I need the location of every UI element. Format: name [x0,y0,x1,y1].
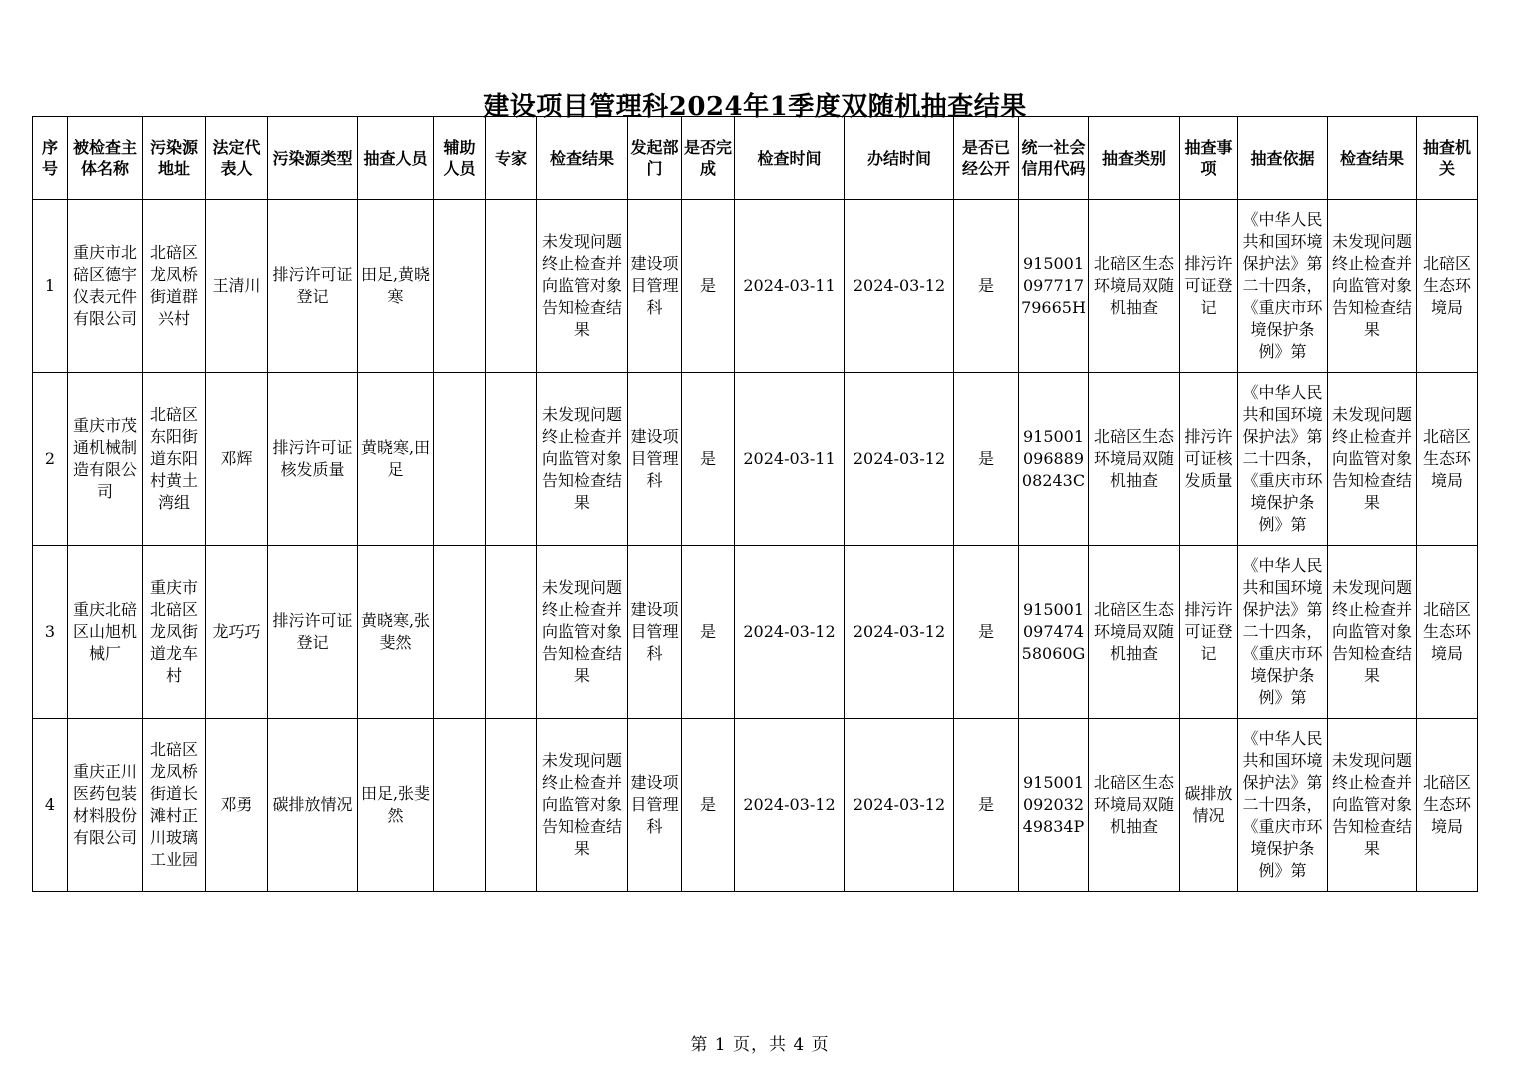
inspection-category: 北碚区生态环境局双随机抽查 [1089,200,1180,373]
header-cell: 是否完成 [682,117,735,200]
table-row [33,200,1478,373]
inspectors: 黄晓寒,田足 [358,373,434,546]
inspection-basis-text: 《中华人民共和国环境保护法》第二十四条，《重庆市环境保护条例》第 [1242,383,1323,534]
inspection-agency: 北碚区生态环境局 [1417,719,1478,892]
initiating-department: 建设项目管理科 [628,200,682,373]
inspection-date: 2024-03-12 [735,546,845,719]
assistants [434,546,486,719]
inspection-agency: 北碚区生态环境局 [1417,373,1478,546]
public-flag: 是 [954,373,1019,546]
row-number: 3 [33,546,68,719]
page-footer: 第 1 页，共 4 页 [690,1035,830,1055]
legal-representative: 龙巧巧 [206,546,268,719]
pollution-address: 北碚区龙凤桥街道长滩村正川玻璃工业园 [143,719,206,892]
inspection-basis [1238,719,1328,892]
table-row [33,719,1478,892]
inspection-result: 未发现问题终止检查并向监管对象告知检查结果 [537,373,628,546]
row-number: 4 [33,719,68,892]
expert [486,546,537,719]
closing-date: 2024-03-12 [845,719,954,892]
public-flag: 是 [954,200,1019,373]
expert [486,200,537,373]
completed-flag: 是 [682,200,735,373]
initiating-department: 建设项目管理科 [628,546,682,719]
table-row [33,546,1478,719]
pollution-address: 北碚区龙凤桥街道群兴村 [143,200,206,373]
assistants [434,200,486,373]
inspection-item: 排污许可证登记 [1180,546,1238,719]
pollution-address: 重庆市北碚区龙凤街道龙车村 [143,546,206,719]
inspection-basis [1238,546,1328,719]
inspection-date: 2024-03-11 [735,373,845,546]
header-cell: 抽查事项 [1180,117,1238,200]
inspection-basis-text: 《中华人民共和国环境保护法》第二十四条，《重庆市环境保护条例》第 [1242,210,1323,361]
expert [486,373,537,546]
inspection-basis [1238,373,1328,546]
inspection-result-2: 未发现问题终止检查并向监管对象告知检查结果 [1328,719,1417,892]
row-number: 2 [33,373,68,546]
header-cell: 统一社会信用代码 [1019,117,1089,200]
completed-flag: 是 [682,719,735,892]
closing-date: 2024-03-12 [845,200,954,373]
inspection-results-table [32,116,1478,892]
subject-name: 重庆市茂通机械制造有限公司 [68,373,143,546]
inspection-category: 北碚区生态环境局双随机抽查 [1089,546,1180,719]
public-flag: 是 [954,546,1019,719]
credit-code: 91500109771779665H [1019,200,1089,373]
inspection-date: 2024-03-11 [735,200,845,373]
inspection-result-2: 未发现问题终止检查并向监管对象告知检查结果 [1328,200,1417,373]
assistants [434,719,486,892]
pollution-type: 排污许可证核发质量 [268,373,358,546]
legal-representative: 邓辉 [206,373,268,546]
assistants [434,373,486,546]
public-flag: 是 [954,719,1019,892]
expert [486,719,537,892]
inspection-agency: 北碚区生态环境局 [1417,546,1478,719]
inspectors: 黄晓寒,张斐然 [358,546,434,719]
header-cell: 发起部门 [628,117,682,200]
header-cell: 法定代表人 [206,117,268,200]
inspectors: 田足,黄晓寒 [358,200,434,373]
subject-name: 重庆市北碚区德宇仪表元件有限公司 [68,200,143,373]
credit-code: 91500109747458060G [1019,546,1089,719]
inspection-date: 2024-03-12 [735,719,845,892]
closing-date: 2024-03-12 [845,546,954,719]
pollution-address: 北碚区东阳街道东阳村黄土湾组 [143,373,206,546]
header-cell: 污染源地址 [143,117,206,200]
initiating-department: 建设项目管理科 [628,719,682,892]
inspection-result: 未发现问题终止检查并向监管对象告知检查结果 [537,719,628,892]
legal-representative: 邓勇 [206,719,268,892]
inspection-category: 北碚区生态环境局双随机抽查 [1089,719,1180,892]
credit-code: 91500109688908243C [1019,373,1089,546]
inspection-result-2: 未发现问题终止检查并向监管对象告知检查结果 [1328,373,1417,546]
header-cell: 辅助人员 [434,117,486,200]
inspection-item: 排污许可证登记 [1180,200,1238,373]
header-cell: 抽查依据 [1238,117,1328,200]
header-cell: 检查结果 [537,117,628,200]
inspection-basis [1238,200,1328,373]
row-number: 1 [33,200,68,373]
inspection-result-2: 未发现问题终止检查并向监管对象告知检查结果 [1328,546,1417,719]
completed-flag: 是 [682,546,735,719]
initiating-department: 建设项目管理科 [628,373,682,546]
completed-flag: 是 [682,373,735,546]
header-cell: 办结时间 [845,117,954,200]
document-title: 建设项目管理科2024年1季度双随机抽查结果 [483,92,1027,122]
header-cell: 被检查主体名称 [68,117,143,200]
inspectors: 田足,张斐然 [358,719,434,892]
inspection-item: 排污许可证核发质量 [1180,373,1238,546]
pollution-type: 排污许可证登记 [268,546,358,719]
header-cell: 抽查机关 [1417,117,1478,200]
header-cell: 专家 [486,117,537,200]
inspection-category: 北碚区生态环境局双随机抽查 [1089,373,1180,546]
inspection-basis-text: 《中华人民共和国环境保护法》第二十四条，《重庆市环境保护条例》第 [1242,729,1323,880]
header-cell: 检查时间 [735,117,845,200]
header-cell: 抽查人员 [358,117,434,200]
header-cell: 污染源类型 [268,117,358,200]
legal-representative: 王清川 [206,200,268,373]
inspection-basis-text: 《中华人民共和国环境保护法》第二十四条，《重庆市环境保护条例》第 [1242,556,1323,707]
table-header-row [33,117,1478,200]
inspection-result: 未发现问题终止检查并向监管对象告知检查结果 [537,200,628,373]
header-cell: 是否已经公开 [954,117,1019,200]
subject-name: 重庆北碚区山旭机械厂 [68,546,143,719]
subject-name: 重庆正川医药包装材料股份有限公司 [68,719,143,892]
header-cell: 检查结果 [1328,117,1417,200]
inspection-result: 未发现问题终止检查并向监管对象告知检查结果 [537,546,628,719]
inspection-item: 碳排放情况 [1180,719,1238,892]
header-cell: 抽查类别 [1089,117,1180,200]
pollution-type: 排污许可证登记 [268,200,358,373]
credit-code: 91500109203249834P [1019,719,1089,892]
closing-date: 2024-03-12 [845,373,954,546]
table-row [33,373,1478,546]
header-cell: 序号 [33,117,68,200]
inspection-agency: 北碚区生态环境局 [1417,200,1478,373]
pollution-type: 碳排放情况 [268,719,358,892]
